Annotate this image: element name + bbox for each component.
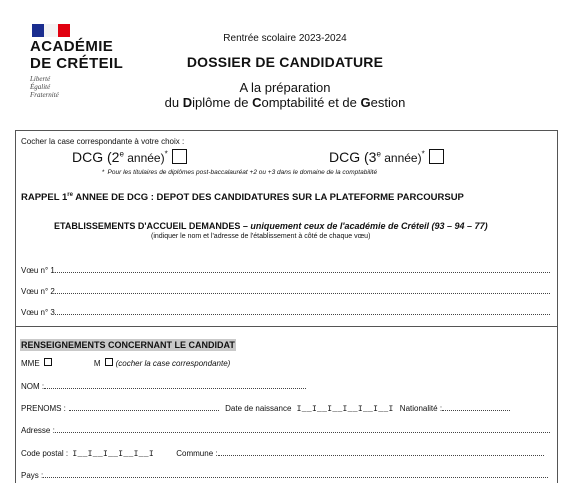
- page-title: DOSSIER DE CANDIDATURE: [186, 54, 384, 70]
- french-flag-icon: [32, 24, 70, 37]
- etablissements-title: ETABLISSEMENTS D'ACCUEIL DEMANDES – uniquement ceux de l'académie de Créteil (93 – 94 – 77): [54, 221, 488, 231]
- choice-footnote: * Pour les titulaires de diplômes post-baccalauréat +2 ou +3 dans le domaine de la comptabilité: [102, 169, 378, 176]
- prenoms-field[interactable]: [69, 402, 219, 411]
- adresse-field[interactable]: [55, 424, 550, 433]
- dcg2-option: DCG (2e année)*: [72, 149, 187, 165]
- commune-field[interactable]: [218, 447, 544, 456]
- document-header: [0, 0, 570, 128]
- voeu-1-field[interactable]: [55, 264, 550, 273]
- adresse-row: Adresse :: [21, 424, 550, 435]
- academie-name-line2: DE CRÉTEIL: [30, 55, 124, 72]
- rappel-notice: RAPPEL 1re ANNEE DE DCG : DEPOT DES CANDIDATURES SUR LA PLATEFORME PARCOURSUP: [21, 192, 464, 204]
- pays-row: Pays :: [21, 469, 548, 480]
- prenoms-row: PRENOMS : Date de naissance I__I__I__I__I__I__I Nationalité :: [21, 402, 510, 414]
- nom-row: NOM :: [21, 380, 306, 391]
- civility-row: MME M (cocher la case correspondante): [21, 359, 231, 368]
- preparation-subtitle: A la préparation du Diplôme de Comptabilité et de Gestion: [164, 80, 406, 110]
- etablissements-subtitle: (indiquer le nom et l'adresse de l'établissement à côté de chaque vœu): [151, 233, 371, 240]
- nom-field[interactable]: [44, 380, 306, 389]
- section-divider: [16, 326, 557, 327]
- m-checkbox[interactable]: [105, 358, 113, 366]
- voeu-2-field[interactable]: [55, 285, 550, 294]
- code-postal-row: Code postal : I__I__I__I__I__I Commune :: [21, 447, 544, 459]
- dcg2-checkbox[interactable]: [172, 149, 187, 164]
- republic-motto: Liberté Égalité Fraternité: [30, 75, 59, 99]
- choice-instruction: Cocher la case correspondante à votre choix :: [21, 137, 185, 146]
- form-frame: [15, 130, 558, 483]
- voeu-3-row: Vœu n° 3: [21, 306, 550, 317]
- voeu-1-row: Vœu n° 1: [21, 264, 550, 275]
- academie-logo: [30, 24, 140, 99]
- dcg3-checkbox[interactable]: [429, 149, 444, 164]
- academie-name-line1: ACADÉMIE: [30, 38, 114, 55]
- dcg3-option: DCG (3e année)*: [329, 149, 444, 165]
- candidat-section-title: RENSEIGNEMENTS CONCERNANT LE CANDIDAT: [21, 340, 235, 350]
- nationalite-field[interactable]: [442, 402, 510, 411]
- school-year: Rentrée scolaire 2023-2024: [223, 33, 347, 44]
- birthdate-field[interactable]: I__I__I__I__I__I__I: [296, 405, 394, 414]
- voeu-2-row: Vœu n° 2: [21, 285, 550, 296]
- pays-field[interactable]: [43, 469, 548, 478]
- code-postal-field[interactable]: I__I__I__I__I__I: [72, 450, 154, 459]
- mme-checkbox[interactable]: [44, 358, 52, 366]
- voeu-3-field[interactable]: [55, 306, 550, 315]
